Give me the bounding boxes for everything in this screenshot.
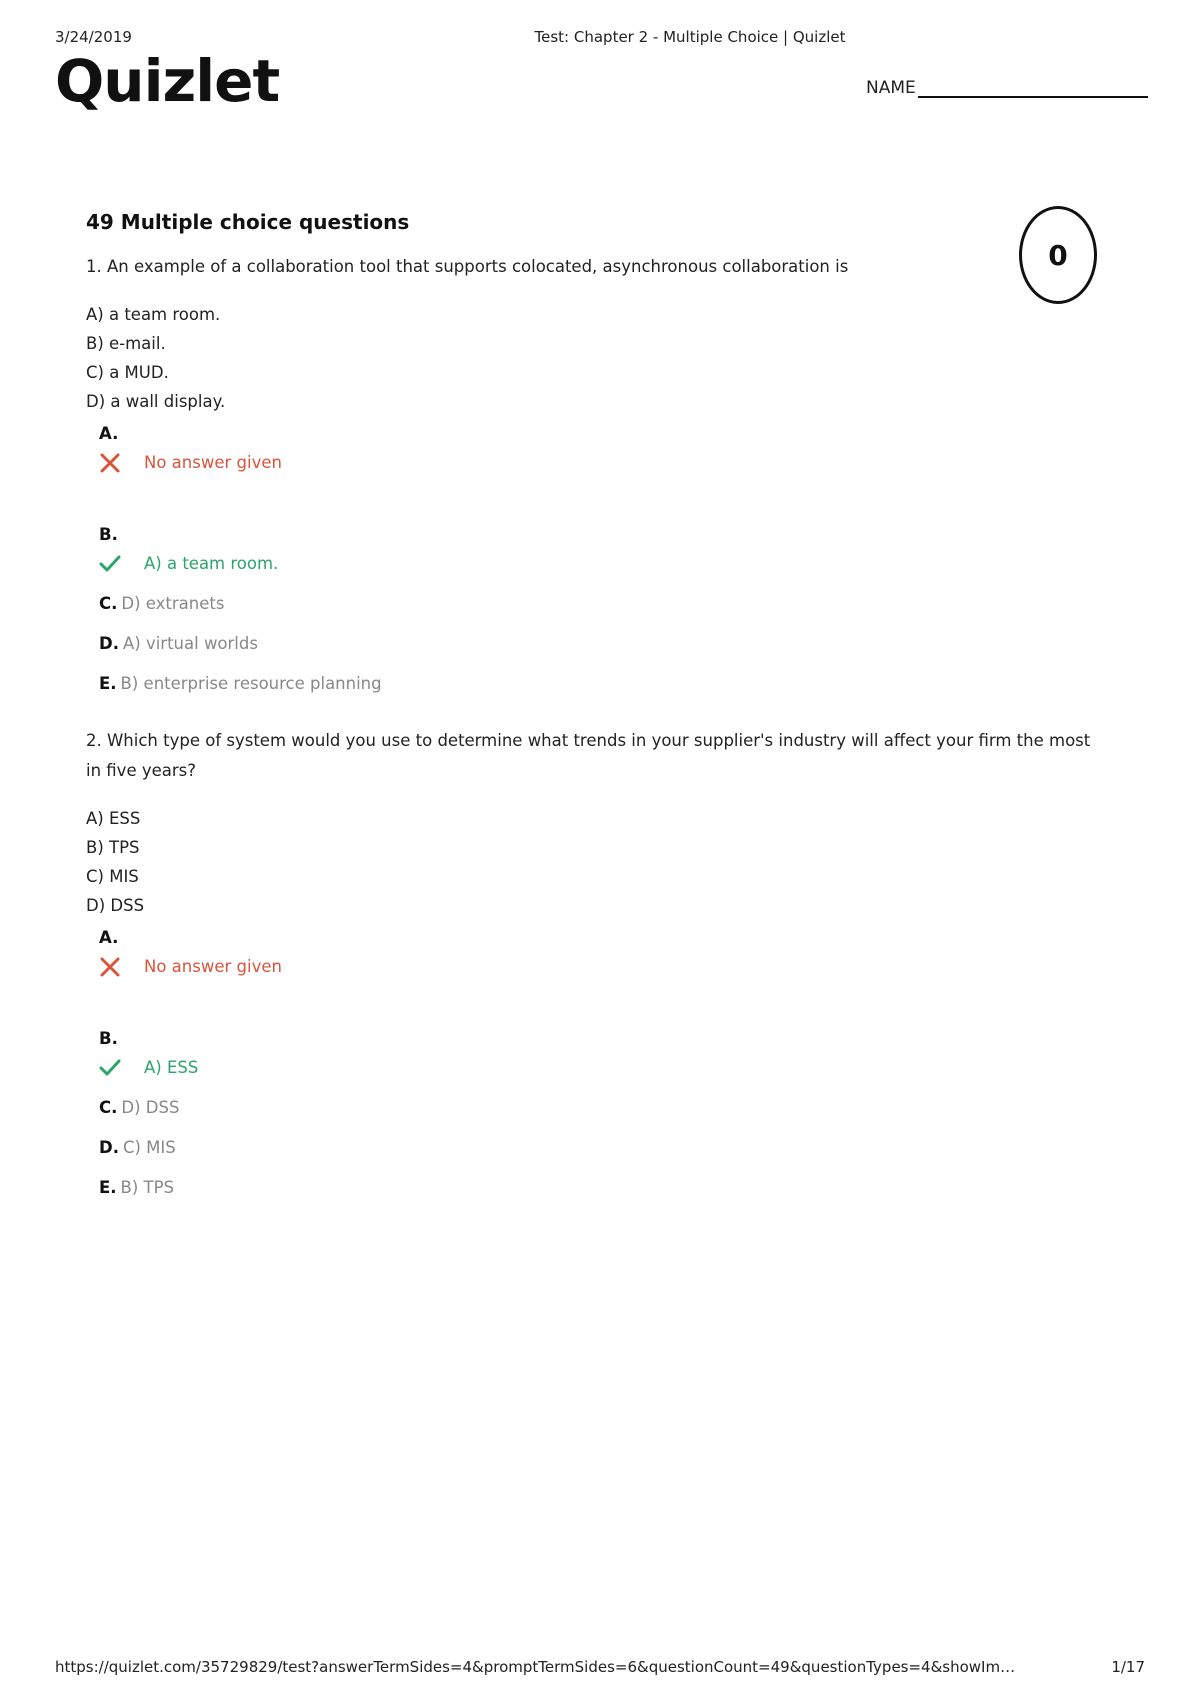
print-title: Test: Chapter 2 - Multiple Choice | Quizlet — [534, 28, 846, 46]
choice-item: D) DSS — [86, 896, 145, 915]
section-title: 49 Multiple choice questions — [86, 210, 410, 234]
choice-item: D) a wall display. — [86, 392, 226, 411]
choice-list — [86, 300, 1106, 416]
x-icon — [99, 452, 121, 474]
answer-letter: E. — [99, 1178, 117, 1197]
answer-text: C) MIS — [122, 1138, 176, 1157]
page-url: https://quizlet.com/35729829/test?answerTermSides=4&promptTermSides=6&questionCount=49&questionTypes=4&showIm… — [55, 1658, 1016, 1676]
question-2 — [86, 726, 1106, 1200]
answer-letter: D. — [99, 1138, 119, 1157]
answer-letter: A. — [99, 928, 119, 947]
page-number: 1/17 — [1111, 1658, 1145, 1676]
choice-item: C) MIS — [86, 867, 139, 886]
name-line — [918, 78, 1148, 98]
answer-text: D) extranets — [121, 594, 225, 613]
answer-letter: B. — [99, 525, 118, 544]
choice-item: B) e-mail. — [86, 334, 166, 353]
choice-item: A) ESS — [86, 809, 141, 828]
quizlet-logo: Quizlet — [55, 47, 280, 115]
answer-c — [99, 1096, 1106, 1120]
answer-a — [99, 926, 1106, 979]
answer-letter: E. — [99, 674, 117, 693]
print-header — [55, 28, 1145, 48]
answer-d — [99, 632, 1106, 656]
answer-text: D) DSS — [121, 1098, 180, 1117]
answer-text: B) enterprise resource planning — [120, 674, 382, 693]
answer-list — [86, 926, 1106, 1200]
choice-list — [86, 804, 1106, 920]
answer-c — [99, 592, 1106, 616]
choice-item: A) a team room. — [86, 305, 221, 324]
x-icon — [99, 956, 121, 978]
question-prompt: 1. An example of a collaboration tool that supports colocated, asynchronous collaboration is — [86, 257, 849, 276]
answer-a — [99, 422, 1106, 475]
answer-d — [99, 1136, 1106, 1160]
answer-list — [86, 422, 1106, 696]
question-1 — [86, 252, 1106, 696]
answer-e — [99, 672, 1106, 696]
answer-text: A) virtual worlds — [122, 634, 258, 653]
answer-text: A) a team room. — [144, 554, 279, 573]
answer-b — [99, 523, 1106, 576]
answer-text: No answer given — [144, 957, 282, 976]
choice-item: C) a MUD. — [86, 363, 169, 382]
answer-e — [99, 1176, 1106, 1200]
check-icon — [99, 1057, 121, 1079]
name-field — [866, 78, 1148, 98]
answer-letter: C. — [99, 594, 118, 613]
choice-item: B) TPS — [86, 838, 140, 857]
answer-letter: C. — [99, 1098, 118, 1117]
print-date: 3/24/2019 — [55, 28, 132, 46]
test-content — [86, 210, 1106, 1230]
answer-letter: B. — [99, 1029, 118, 1048]
question-prompt: 2. Which type of system would you use to determine what trends in your supplier's industry will affect your firm the most in five years? — [86, 731, 1091, 780]
answer-text: A) ESS — [144, 1058, 199, 1077]
answer-b — [99, 1027, 1106, 1080]
answer-letter: A. — [99, 424, 119, 443]
answer-letter: D. — [99, 634, 119, 653]
score-value: 0 — [1048, 238, 1068, 272]
name-label: NAME — [866, 78, 916, 98]
answer-text: B) TPS — [120, 1178, 175, 1197]
check-icon — [99, 553, 121, 575]
answer-text: No answer given — [144, 453, 282, 472]
